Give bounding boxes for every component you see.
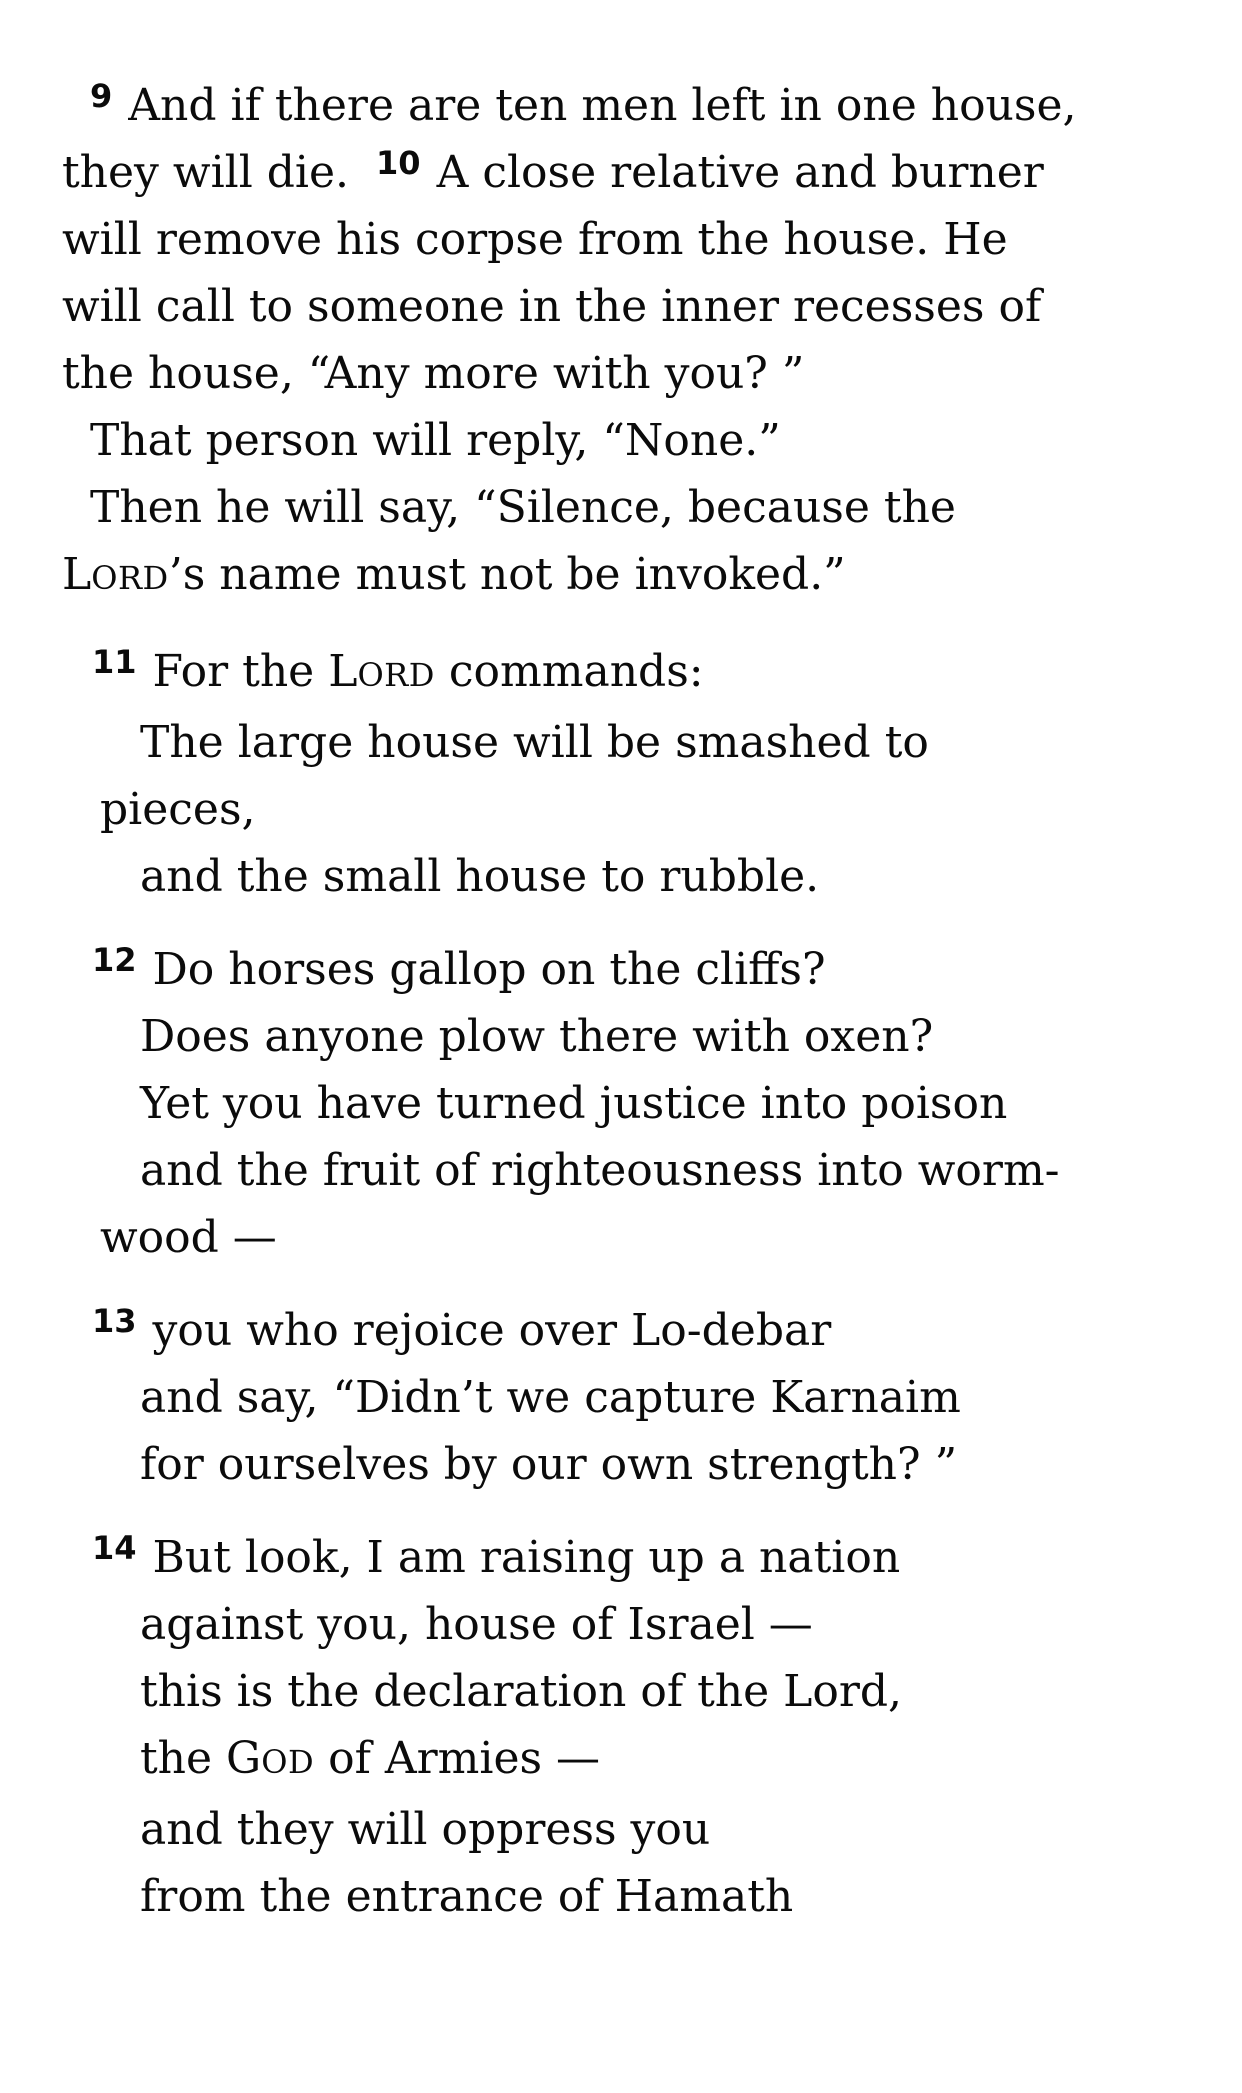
- divine-name-small-caps-rest: ORD: [91, 559, 169, 597]
- text-run: And if there are ten men left in one house,: [128, 80, 1077, 131]
- scripture-line: [62, 1431, 1206, 1498]
- text-run: Does anyone plow there with oxen?: [140, 1011, 934, 1062]
- scripture-line: [62, 1658, 1206, 1725]
- scripture-line: [62, 1863, 1206, 1930]
- scripture-line: [62, 843, 1206, 910]
- text-run: commands:: [434, 646, 704, 697]
- text-run: For the: [152, 646, 329, 697]
- scripture-line: [62, 541, 1206, 612]
- text-run: Do horses gallop on the cliffs?: [152, 944, 826, 995]
- text-run: and the fruit of righteousness into worm-: [140, 1145, 1060, 1196]
- scripture-line: [62, 709, 1206, 776]
- divine-name-small-caps: LORD: [62, 549, 169, 600]
- text-run: Yet you have turned justice into poison: [140, 1078, 1008, 1129]
- text-run: this is the declaration of the Lord,: [140, 1666, 903, 1717]
- text-run: Then he will say, “Silence, because the: [90, 482, 956, 533]
- scripture-line: 9 And if there are ten men left in one house,: [90, 77, 1077, 131]
- scripture-line: [62, 1204, 1206, 1271]
- scripture-line: [62, 273, 1206, 340]
- text-run: of Armies —: [314, 1733, 601, 1784]
- scripture-line: [62, 1003, 1206, 1070]
- text-run: will call to someone in the inner recesses of: [62, 281, 1042, 332]
- scripture-line: [62, 474, 1206, 541]
- divine-name-small-caps-rest: ORD: [357, 656, 435, 694]
- text-run: and the small house to rubble.: [140, 851, 820, 902]
- text-run: and say, “Didn’t we capture Karnaim: [140, 1372, 961, 1423]
- text-run: ’s name must not be invoked.”: [168, 549, 846, 600]
- text-run: The large house will be smashed to: [140, 717, 929, 768]
- text-run: and they will oppress you: [140, 1804, 711, 1855]
- text-run: wood —: [100, 1212, 277, 1263]
- text-run: for ourselves by our own strength? ”: [140, 1439, 958, 1490]
- scripture-line: they will die. 10 A close relative and burner: [62, 144, 1044, 198]
- scripture-line: [62, 1137, 1206, 1204]
- scripture-line: [62, 776, 1206, 843]
- scripture-line: [62, 1364, 1206, 1431]
- scripture-line: [62, 340, 1206, 407]
- scripture-line: [62, 206, 1206, 273]
- scripture-line: [62, 1725, 1206, 1796]
- text-run: the: [140, 1733, 227, 1784]
- text-run: they will die.: [62, 147, 364, 198]
- scripture-line: 13 you who rejoice over Lo-debar: [92, 1302, 832, 1356]
- divine-name-small-caps: GOD: [226, 1733, 315, 1784]
- text-run: from the entrance of Hamath: [140, 1871, 794, 1922]
- text-run: against you, house of Israel —: [140, 1599, 813, 1650]
- text-run: will remove his corpse from the house. He: [62, 214, 1008, 265]
- divine-name-small-caps-rest: OD: [261, 1743, 315, 1781]
- text-run: you who rejoice over Lo-debar: [152, 1305, 832, 1356]
- scripture-line: [62, 1070, 1206, 1137]
- scripture-line: [62, 1796, 1206, 1863]
- scripture-line: [62, 407, 1206, 474]
- scripture-line: 12 Do horses gallop on the cliffs?: [92, 941, 826, 995]
- text-run: the house, “Any more with you? ”: [62, 348, 805, 399]
- text-run: But look, I am raising up a nation: [152, 1532, 901, 1583]
- text-run: A close relative and burner: [436, 147, 1044, 198]
- scripture-line: [62, 1591, 1206, 1658]
- text-run: That person will reply, “None.”: [90, 415, 781, 466]
- scripture-line: 11 For the LORD commands:: [92, 643, 704, 697]
- divine-name-small-caps: LORD: [328, 646, 435, 697]
- text-run: pieces,: [100, 784, 256, 835]
- scripture-line: 14 But look, I am raising up a nation: [92, 1529, 901, 1583]
- scripture-text: [62, 72, 1206, 1930]
